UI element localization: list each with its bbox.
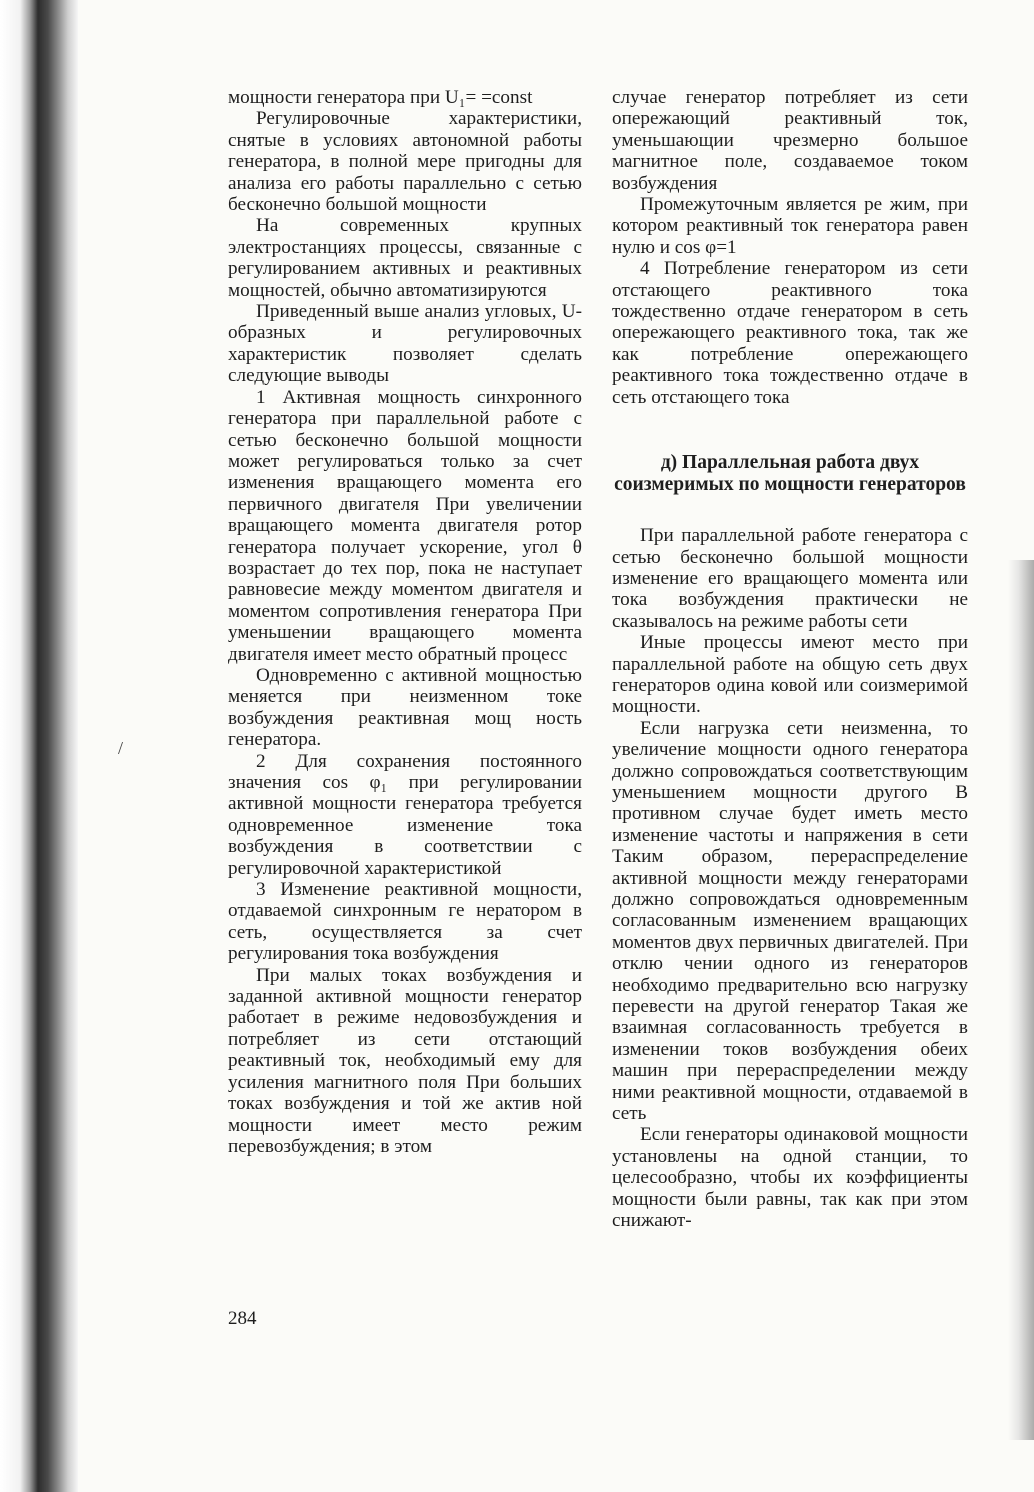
- page-number: 284: [228, 1308, 257, 1329]
- margin-mark: /: [118, 738, 124, 758]
- paragraph: Одновременно с активной мощностью меняется при неизменном токе возбуждения реактивная мощ ность генератора.: [228, 664, 582, 751]
- section-spacer: [612, 408, 968, 452]
- paragraph: 3 Изменение реактивной мощности, отдаваемой синхронным ге нератором в сеть, осуществляется за счет регулирования тока возбуждения: [228, 879, 582, 965]
- right-column-top: [612, 87, 968, 408]
- paragraph: мощности генератора при U₁= =const: [228, 87, 533, 108]
- paragraph: 2 Для сохранения постоянного значения cos φ₁ при регулировании активной мощности генератора требуется одновременное изменение тока возбуждения в соответствии с регулировочной характеристикой: [228, 750, 582, 879]
- paragraph: случае генератор потребляет из сети опережающий реактивный ток, уменьшающии чрезмерно большое магнитное поле, создаваемое током возбуждения: [612, 87, 968, 194]
- paragraph: Промежуточным является ре жим, при котором реактивный ток генератора равен нулю и cos φ=1: [612, 194, 968, 258]
- left-column: [228, 87, 582, 1157]
- paragraph: Если генераторы одинаковой мощности установлены на одной станции, то целесообразно, чтобы их коэффициенты мощности были равны, так как при этом снижают-: [612, 1124, 968, 1232]
- section-heading: д) Параллельная работа двух соизмеримых по мощности генераторов: [614, 452, 966, 495]
- page-edge-shadow: [1008, 560, 1034, 1440]
- paragraph: Если нагрузка сети неизменна, то увеличение мощности одного генератора должно сопровождаться соответствующим уменьшением мощности другого В противном случае будет иметь место изменение частоты и напряжения в сети Таким образом, перераспределение активной мощности между генераторами должно сопровождаться одновременным согласованным изменением вращающих моментов двух первичных двигателей. При отклю чении одного из генераторов необходимо предварительно всю нагрузку перевести на другой генератор Такая же взаимная согласованность требуется в изменении токов возбуждения обеих машин при перераспределении между ними реактивной мощности, отдаваемой в сеть: [612, 717, 968, 1125]
- paragraph: Иные процессы имеют место при параллельной работе на общую сеть двух генераторов одина ковой или соизмеримой мощности.: [612, 632, 968, 718]
- paragraph: При параллельной работе генератора с сетью бесконечно большой мощности изменение его вращающего момента или тока возбуждения практически не сказывалось на режиме работы сети: [612, 525, 968, 632]
- book-binding-shadow: [0, 0, 78, 1492]
- paragraph: 4 Потребление генератором из сети отстающего реактивного тока тождественно отдаче генератором в сеть опережающего реактивного тока, так же как потребление опережающего реактивного тока тождественно отдаче в сеть отстающего тока: [612, 258, 968, 408]
- paragraph: Регулировочные характеристики, снятые в условиях автономной работы генератора, в полной мере пригодны для анализа его работы параллельно с сетью бесконечно большой мощности: [228, 108, 582, 216]
- paragraph: 1 Активная мощность синхронного генератора при параллельной работе с сетью бесконечно большой мощности может регулироваться только за счет изменения вращающего момента его первичного двигателя При увеличении вращающего момента двигателя ротор генератора получает ускорение, угол θ возрастает до тех пор, пока не наступает равновесие между моментом двигателя и моментом сопротивления генератора При уменьшении вращающего момента двигателя имеет место обратный процесс: [228, 386, 582, 665]
- paragraph: На современных крупных электростанциях процессы, связанные с регулированием активных и реактивных мощностей, обычно автоматизируются: [228, 215, 582, 301]
- right-column-bottom: [612, 525, 968, 1231]
- paragraph: При малых токах возбуждения и заданной активной мощности генератор работает в режиме недовозбуждения и потребляет из сети отстающий реактивный ток, необходимый ему для усиления магнитного поля При больших токах возбуждения и той же актив ной мощности имеет место режим перевозбуждения; в этом: [228, 964, 582, 1157]
- right-column: [612, 87, 968, 1232]
- paragraph: Приведенный выше анализ угловых, U-образных и регулировочных характеристик позволяет сделать следующие выводы: [228, 301, 582, 387]
